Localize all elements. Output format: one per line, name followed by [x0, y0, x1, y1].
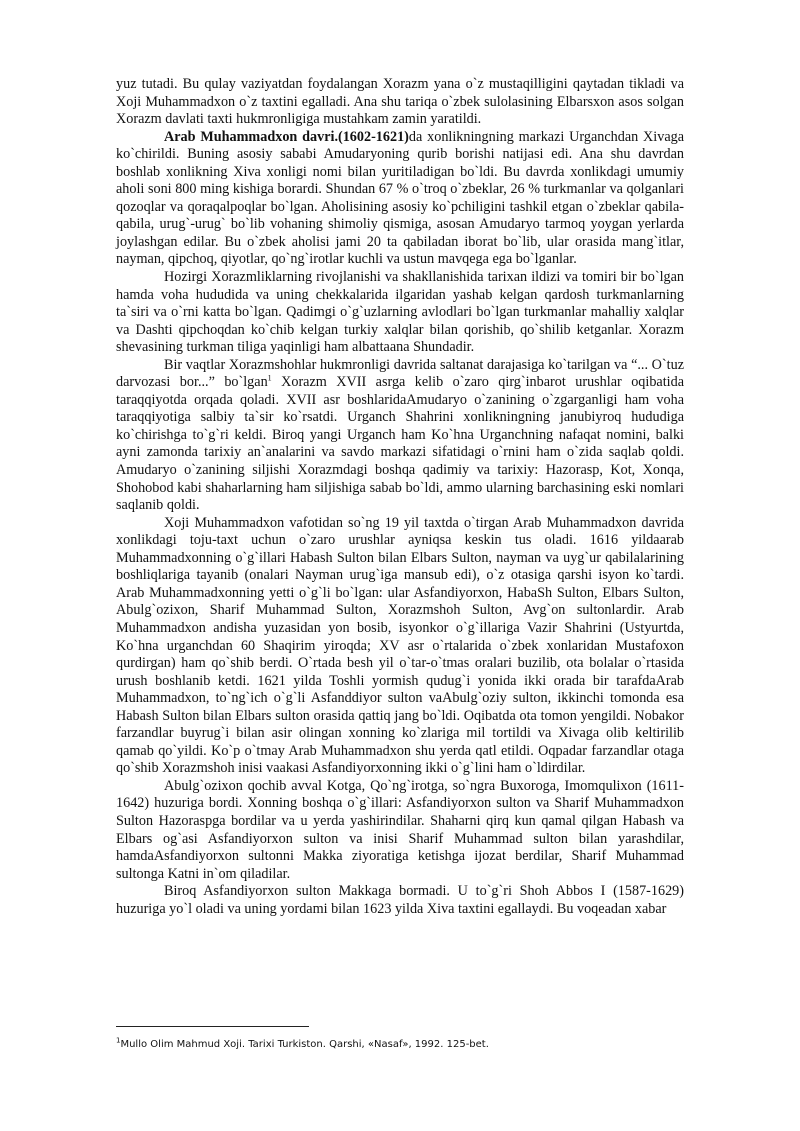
footnote-text: Mullo Olim Mahmud Xoji. Tarixi Turkiston. Qarshi, «Nasaf», 1992. 125-bet. — [120, 1039, 489, 1050]
paragraph-text: Xoji Muhammadxon vafotidan so`ng 19 yil taxtda o`tirgan Arab Muhammadxon davrida xonlikdagi toju-taxt uchun o`zaro urushlar ayniqsa keskin tus oladi. 1616 yildaarab Muhammadxonning o`g`illari Habash Sulton bilan Elbars Sulton, nayman va uyg`ur qabilalarining boshliqlariga tayanib (onalari Nayman urug`iga mansub edi), o`z otasiga qarshi isyon ko`tardi. Arab Muhammadxonning yetti o`g`li bo`lgan: ular Asfandiyorxon, HabaSh Sulton, Elbars Sulton, Abulg`ozixon, Sharif Muhammad Sulton, Xorazmshoh Sulton, Avg`on sultonlardir. Arab Muhammadxon andisha yuzasidan yon bosib, isyonkor o`g`illariga Vazir Shahrini (Ustyurtda, Ko`hna urganchdan 60 Shaqirim yiroqda; XV asr o`rtalarida o`zbek xonlaridan Mustafoxon qurdirgan) ham qo`shib berdi. O`rtada besh yil o`tar-o`tmas oralari buzilib, ota bolalar o`rtasida urush boshlanib ketdi. 1621 yilda Toshli yormish qudug`i yonida ikki orada bir tarafdaArab Muhammadxon, to`ng`ich o`g`li Asfanddiyor sulton vaAbulg`oziy sulton, ikkinchi tomonda esa Habash Sulton bilan Elbars sulton orasida qattiq jang bo`ldi. Oqibatda ota tomon yengildi. Nobakor farzandlar buyrug`i bilan asir olingan xonning ko`zlariga mil tortildi va Xivaga olib keltirilib qamab qo`yildi. Ko`p o`tmay Arab Muhammadxon shu yerda qatl etildi. Oqpadar farzandlar otaga qo`shib Xorazmshoh inisi vaakasi Asfandiyorxonning ikki o`g`lini ham o`ldirdilar. — [116, 514, 684, 777]
paragraph-text: da xonlikningning markazi Urganchdan Xivaga ko`chirildi. Buning asosiy sababi Amudaryoning qurib borishi natijasi edi. Ana shu davrdan boshlab xonlikning Xiva xonligi nomi bilan yuritiladigan bo`ldi. Bu davrda xonlikdagi umumiy aholi soni 800 ming kishiga borardi. Shundan 67 % o`troq o`zbeklar, 26 % turkmanlar va qolganlari qozoqlar va qoraqalpoqlar bo`lgan. Aholisining asosiy ko`pchiligini tashkil etgan o`zbeklar qabila-qabila, urug`-urug` bo`lib vohaning shimoliy qismiga, asosan Amudaryo tarmoq yoygan yerlarda joylashgan edilar. Bu o`zbek aholisi jami 20 ta qabiladan iborat bo`lib, ular orasida mang`itlar, nayman, qipchoq, qiyotlar, qo`ng`irotlar kuchli va ustun mavqega ega bo`lganlar. — [116, 128, 685, 268]
paragraph-7 — [116, 883, 684, 918]
footnote-separator — [116, 1026, 309, 1027]
paragraph-text: Hozirgi Xorazmliklarning rivojlanishi va shakllanishida tarixan ildizi va tomiri bir bo`lgan hamda voha hududida va uning chekkalarida ilgaridan yashab kelgan qardosh turkmanlarning ta`siri va o`rni katta bo`lgan. Qadimgi o`g`uzlarning avlodlari bo`lgan turkmanlar mahalliy xalqlar va Dashti qipchoqdan ko`chib kelgan turkiy xalqlar bilan qorishib, qo`shilib ketganlar. Xorazm shevasining turkman tiliga yaqinligi ham albattaana Shundadir. — [116, 269, 684, 356]
paragraph-text-continued: Xorazm XVII asrga kelib o`zaro qirg`inbarot urushlar oqibatida taraqqiyotda orqada qoladi. XVII asr boshlaridaAmudaryo o`zanining o`zgarganligi ham voha taraqqiyotiga salbiy ta`sir ko`rsatdi. Urganch Shahrini xonlikningning janubiyroq hududiga ko`chirishga to`g`ri keldi. Biroq yangi Urganch ham Ko`hna Urganchning nafaqat nomini, balki ayni zamonda tarixiy an`analarini va savdo markazi sifatidagi o`rnini ham o`zida saqlab qoldi. Amudaryo o`zanining siljishi Xorazmdagi boshqa qadimiy va tarixiy: Hazorasp, Kot, Xonqa, Shohobod kabi shaharlarning ham siljishiga sabab bo`ldi, ammo ularning barchasining eski nomlari saqlanib qoldi. — [116, 374, 684, 514]
section-heading: Arab Muhammadxon davri.(1602-1621) — [164, 128, 409, 145]
paragraph-text: Bir vaqtlar Xorazmshohlar hukmronligi davrida saltanat darajasiga ko`tarilgan va “... O`tuz darvozasi bor...” bo`lgan — [116, 356, 684, 391]
body-text — [116, 76, 684, 918]
paragraph-text: Abulg`ozixon qochib avval Kotga, Qo`ng`irotga, so`ngra Buxoroga, Imomqulixon (1611-1642) huzuriga bordi. Xonning boshqa o`g`illari: Asfandiyorxon sulton va Sharif Muhammadxon Sulton Hazoraspga bordilar va u yerda yashirindilar. Shaharni qirq kun qamal qilgan Habash va Elbars og`asi Asfandiyorxon sulton va inisi Sharif Muhammad sulton bilan yarashdilar, hamdaAsfandiyorxon sultonni Makka ziyoratiga ketishga ijozat berdilar, Sharif Muhammad sultonga Katni in`om qiladilar. — [116, 777, 684, 882]
paragraph-1 — [116, 76, 684, 129]
footnote-mark: 1 — [116, 1036, 121, 1045]
paragraph-text: yuz tutadi. Bu qulay vaziyatdan foydalangan Xorazm yana o`z mustaqilligini qaytadan tikladi va Xoji Muhammadxon o`z taxtini egalladi. Ana shu tariqa o`zbek sulolasining Elbarsxon asos solgan Xorazm davlati taxti hukmronligiga mustahkam zamin yaratildi. — [116, 76, 684, 128]
paragraph-2 — [116, 129, 684, 269]
footnote-reference[interactable]: 1 — [267, 373, 272, 383]
paragraph-5 — [116, 515, 684, 778]
footnote — [116, 1038, 684, 1051]
paragraph-4 — [116, 357, 684, 515]
paragraph-text: Biroq Asfandiyorxon sulton Makkaga bormadi. U to`g`ri Shoh Abbos I (1587-1629) huzuriga yo`l oladi va uning yordami bilan 1623 yilda Xiva taxtini egallaydi. Bu voqeadan xabar — [116, 883, 684, 917]
paragraph-3 — [116, 269, 684, 357]
paragraph-6 — [116, 778, 684, 883]
